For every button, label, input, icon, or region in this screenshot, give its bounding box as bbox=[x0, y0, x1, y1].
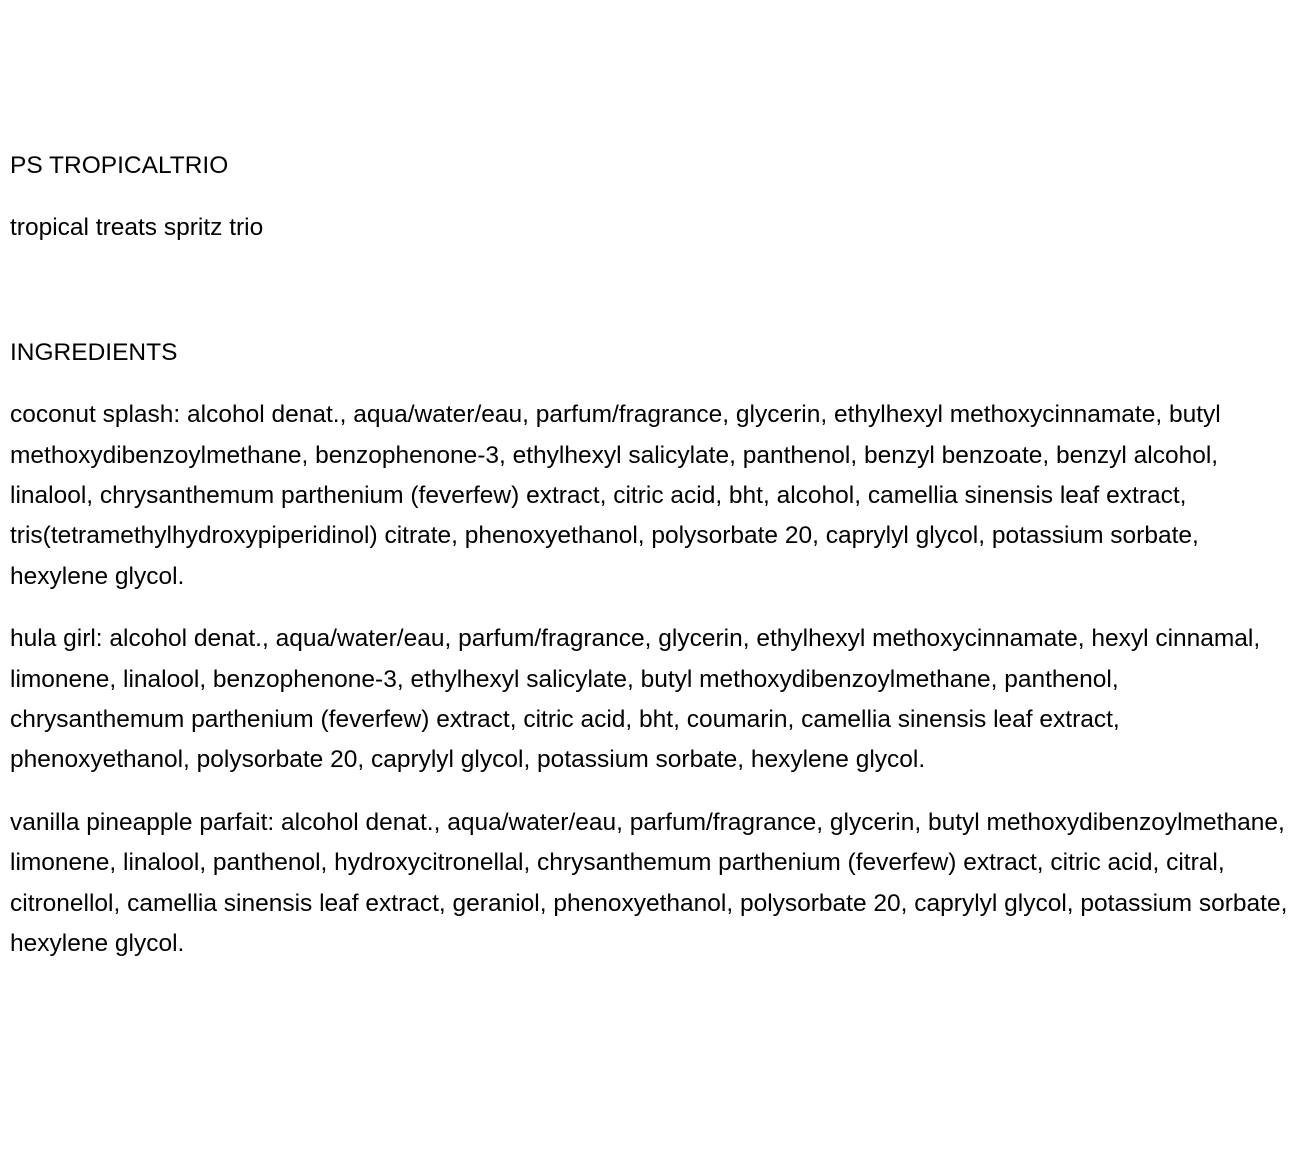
ingredient-paragraph-hula-girl: hula girl: alcohol denat., aqua/water/eau, parfum/fragrance, glycerin, ethylhexyl methoxycinnamate, hexyl cinnamal, limonene, linalool, benzophenone-3, ethylhexyl salicylate, butyl methoxydibenzoylmethane, panthenol, chrysanthemum parthenium (feverfew) extract, citric acid, bht, coumarin, camellia sinensis leaf extract, phenoxyethanol, polysorbate 20, caprylyl glycol, potassium sorbate, hexylene glycol. bbox=[10, 625, 1261, 774]
ingredient-paragraph-coconut-splash: coconut splash: alcohol denat., aqua/water/eau, parfum/fragrance, glycerin, ethylhexyl methoxycinnamate, butyl methoxydibenzoylmethane, benzophenone-3, ethylhexyl salicylate, panthenol, benzyl benzoate, benzyl alcohol, linalool, chrysanthemum parthenium (feverfew) extract, citric acid, bht, alcohol, camellia sinensis leaf extract, tris(tetramethylhydroxypiperidinol) citrate, phenoxyethanol, polysorbate 20, caprylyl glycol, potassium sorbate, hexylene glycol. bbox=[10, 401, 1221, 590]
ingredient-paragraph-vanilla-pineapple-parfait: vanilla pineapple parfait: alcohol denat., aqua/water/eau, parfum/fragrance, glycerin, butyl methoxydibenzoylmethane, limonene, linalool, panthenol, hydroxycitronellal, chrysanthemum parthenium (feverfew) extract, citric acid, citral, citronellol, camellia sinensis leaf extract, geraniol, phenoxyethanol, polysorbate 20, caprylyl glycol, potassium sorbate, hexylene glycol. bbox=[10, 808, 1288, 958]
product-name: tropical treats spritz trio bbox=[10, 214, 264, 242]
ingredients-heading: INGREDIENTS bbox=[10, 338, 178, 366]
product-code: PS TROPICALTRIO bbox=[10, 152, 229, 179]
document-page bbox=[10, 146, 1294, 987]
